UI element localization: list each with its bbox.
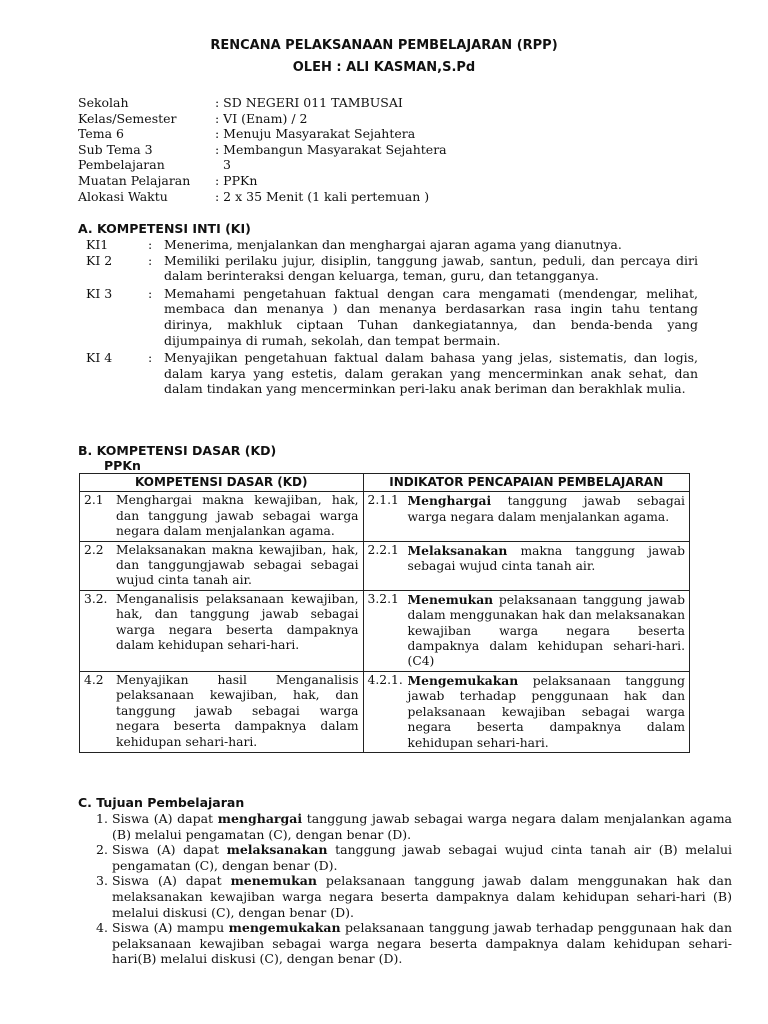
kd-number: 2.2 xyxy=(84,542,104,557)
indicator-text: tanggung jawab sebagai warga negara dalam menjalankan agama. xyxy=(407,494,685,524)
kd-table-header xyxy=(80,474,690,492)
identity-row xyxy=(78,111,447,127)
identity-row xyxy=(78,173,447,189)
tujuan-verb: mengemukakan xyxy=(228,920,341,936)
identity-key: Sub Tema 3 xyxy=(78,141,153,157)
ki-list xyxy=(86,237,698,397)
tujuan-number: 4. xyxy=(96,920,108,936)
ki-label: KI 4 xyxy=(86,350,113,366)
tujuan-number: 3. xyxy=(96,873,108,889)
kd-number: 3.2. xyxy=(84,591,108,606)
tujuan-pre: Siswa (A) dapat xyxy=(112,811,218,826)
ki-label: KI 3 xyxy=(86,285,113,301)
list-item xyxy=(96,811,732,842)
indicator-number: 2.2.1 xyxy=(367,542,399,557)
identity-row xyxy=(78,189,447,205)
ki-item xyxy=(86,286,698,348)
tujuan-verb: melaksanakan xyxy=(226,842,328,858)
identity-key: Muatan Pelajaran xyxy=(78,172,191,188)
kd-cell xyxy=(80,541,364,590)
section-heading-tujuan: C. Tujuan Pembelajaran xyxy=(78,795,245,810)
indicator-text: pelaksanaan tanggung jawab terhadap penggunaan hak dan pelaksanaan kewajiban sebagai warga negara beserta dampaknya dalam kehidupan sehari-hari. xyxy=(407,673,685,750)
ki-colon: : xyxy=(148,350,153,366)
indicator-number: 3.2.1 xyxy=(367,591,399,606)
tujuan-pre: Siswa (A) dapat xyxy=(112,842,227,858)
tujuan-post: pelaksanaan tanggung jawab dalam menggunakan hak dan melaksanakan kewajiban warga negara beserta dampaknya dalam kehidupan sehari-hari (B) melalui diskusi (C), dengan benar (D). xyxy=(112,873,733,920)
ki-item xyxy=(86,350,698,397)
indicator-verb: Menemukan xyxy=(407,591,494,607)
indicator-verb: Menghargai xyxy=(407,493,492,509)
tujuan-verb: menemukan xyxy=(230,873,317,889)
identity-row xyxy=(78,157,447,173)
ki-text: Menyajikan pengetahuan faktual dalam bahasa yang jelas, sistematis, dan logis, dalam karya yang estetis, dalam gerakan yang mencerminkan anak sehat, dan dalam tindakan yang mencerminkan peri-laku anak beriman dan berakhlak mulia. xyxy=(164,350,698,397)
indicator-cell xyxy=(363,492,689,541)
kd-subject: PPKn xyxy=(104,458,141,473)
identity-row xyxy=(78,95,447,111)
indicator-cell xyxy=(363,671,689,752)
indicator-cell xyxy=(363,590,689,671)
list-item xyxy=(96,873,732,920)
identity-value: : SD NEGERI 011 TAMBUSAI xyxy=(215,95,403,110)
section-heading-kd: B. KOMPETENSI DASAR (KD) xyxy=(78,443,277,458)
identity-key: Pembelajaran xyxy=(78,157,165,173)
ki-colon: : xyxy=(148,237,153,252)
document-title: RENCANA PELAKSANAAN PEMBELAJARAN (RPP) xyxy=(210,38,558,53)
identity-value: : Membangun Masyarakat Sejahtera xyxy=(215,141,447,157)
ki-text: Memahami pengetahuan faktual dengan cara mengamati (mendengar, melihat, membaca dan menanya ) dan menanya berdasarkan rasa ingin tahu tentang dirinya, makhluk ciptaan Tuhan dankegiatannya, dan benda-benda yang dijumpainya di rumah, sekolah, dan tempat bermain. xyxy=(164,285,698,348)
kd-cell xyxy=(80,590,364,671)
kd-text: Menyajikan hasil Menganalisis pelaksanaan kewajiban, hak, dan tanggung jawab sebagai warga negara beserta dampaknya dalam kehidupan sehari-hari. xyxy=(116,672,359,749)
ki-label: KI1 xyxy=(86,237,109,252)
kd-text: Menghargai makna kewajiban, hak, dan tanggung jawab sebagai warga negara dalam menjalankan agama. xyxy=(116,493,359,539)
tujuan-post: pelaksanaan tanggung jawab terhadap penggunaan hak dan pelaksanaan kewajiban sebagai warga negara beserta dampaknya dalam kehidupan sehari-hari(B) melalui diskusi (C), dengan benar (D). xyxy=(112,920,732,967)
identity-row xyxy=(78,126,447,142)
table-row xyxy=(80,541,690,590)
indicator-text: makna tanggung jawab sebagai wujud cinta tanah air. xyxy=(407,543,685,574)
indicator-cell xyxy=(363,541,689,590)
indicator-number: 4.2.1. xyxy=(367,672,403,687)
identity-key: Kelas/Semester xyxy=(78,110,177,126)
ki-text: Memiliki perilaku jujur, disiplin, tanggung jawab, santun, peduli, dan percaya diri dalam berinteraksi dengan keluarga, teman, guru, dan tetangganya. xyxy=(164,252,698,284)
ki-colon: : xyxy=(148,285,153,301)
identity-key: Sekolah xyxy=(78,95,129,110)
kd-number: 2.1 xyxy=(84,493,104,508)
identity-value: : VI (Enam) / 2 xyxy=(215,110,308,126)
identity-table xyxy=(78,95,447,204)
kd-col-header: KOMPETENSI DASAR (KD) xyxy=(80,474,364,492)
tujuan-post: tanggung jawab sebagai warga negara dalam menjalankan agama (B) melalui pengamatan (C), dengan benar (D). xyxy=(112,811,732,842)
indicator-text: pelaksanaan tanggung jawab dalam menggunakan hak dan melaksanakan kewajiban warga negara beserta dampaknya dalam kehidupan sehari-hari.(C4) xyxy=(407,592,685,669)
indicator-verb: Melaksanakan xyxy=(407,542,508,558)
identity-key: Alokasi Waktu xyxy=(78,188,168,204)
indicator-number: 2.1.1 xyxy=(367,493,399,508)
identity-row xyxy=(78,142,447,158)
document-author: OLEH : ALI KASMAN,S.Pd xyxy=(292,60,476,75)
ki-item xyxy=(86,237,698,253)
identity-value: : PPKn xyxy=(215,172,258,188)
list-item xyxy=(96,842,732,873)
tujuan-list xyxy=(96,811,732,967)
ki-text: Menerima, menjalankan dan menghargai ajaran agama yang dianutnya. xyxy=(164,237,622,252)
ki-item xyxy=(86,253,698,284)
tujuan-post: tanggung jawab sebagai wujud cinta tanah air (B) melalui pengamatan (C), dengan benar (D). xyxy=(112,842,733,873)
identity-value: : Menuju Masyarakat Sejahtera xyxy=(215,126,416,142)
indicator-col-header: INDIKATOR PENCAPAIAN PEMBELAJARAN xyxy=(363,474,689,492)
identity-key: Tema 6 xyxy=(78,126,124,142)
indicator-verb: Mengemukakan xyxy=(407,672,519,688)
kd-text: Melaksanakan makna kewajiban, hak, dan tanggungjawab sebagai sebagai wujud cinta tanah air. xyxy=(116,542,359,588)
tujuan-number: 1. xyxy=(96,811,108,826)
tujuan-pre: Siswa (A) dapat xyxy=(112,873,231,889)
identity-value: : 2 x 35 Menit (1 kali pertemuan ) xyxy=(215,188,430,204)
list-item xyxy=(96,920,732,967)
section-heading-ki: A. KOMPETENSI INTI (KI) xyxy=(78,221,251,236)
kd-table xyxy=(79,473,690,753)
table-row xyxy=(80,590,690,671)
table-row xyxy=(80,492,690,541)
tujuan-number: 2. xyxy=(96,842,108,858)
kd-text: Menganalisis pelaksanaan kewajiban, hak, dan tanggung jawab sebagai warga negara beserta dampaknya dalam kehidupan sehari-hari. xyxy=(116,591,359,653)
kd-cell xyxy=(80,492,364,541)
kd-cell xyxy=(80,671,364,752)
tujuan-verb: menghargai xyxy=(217,811,303,826)
ki-label: KI 2 xyxy=(86,252,113,268)
tujuan-pre: Siswa (A) mampu xyxy=(112,920,229,936)
kd-number: 4.2 xyxy=(84,672,104,687)
ki-colon: : xyxy=(148,252,153,268)
table-row xyxy=(80,671,690,752)
identity-value: 3 xyxy=(215,157,231,173)
